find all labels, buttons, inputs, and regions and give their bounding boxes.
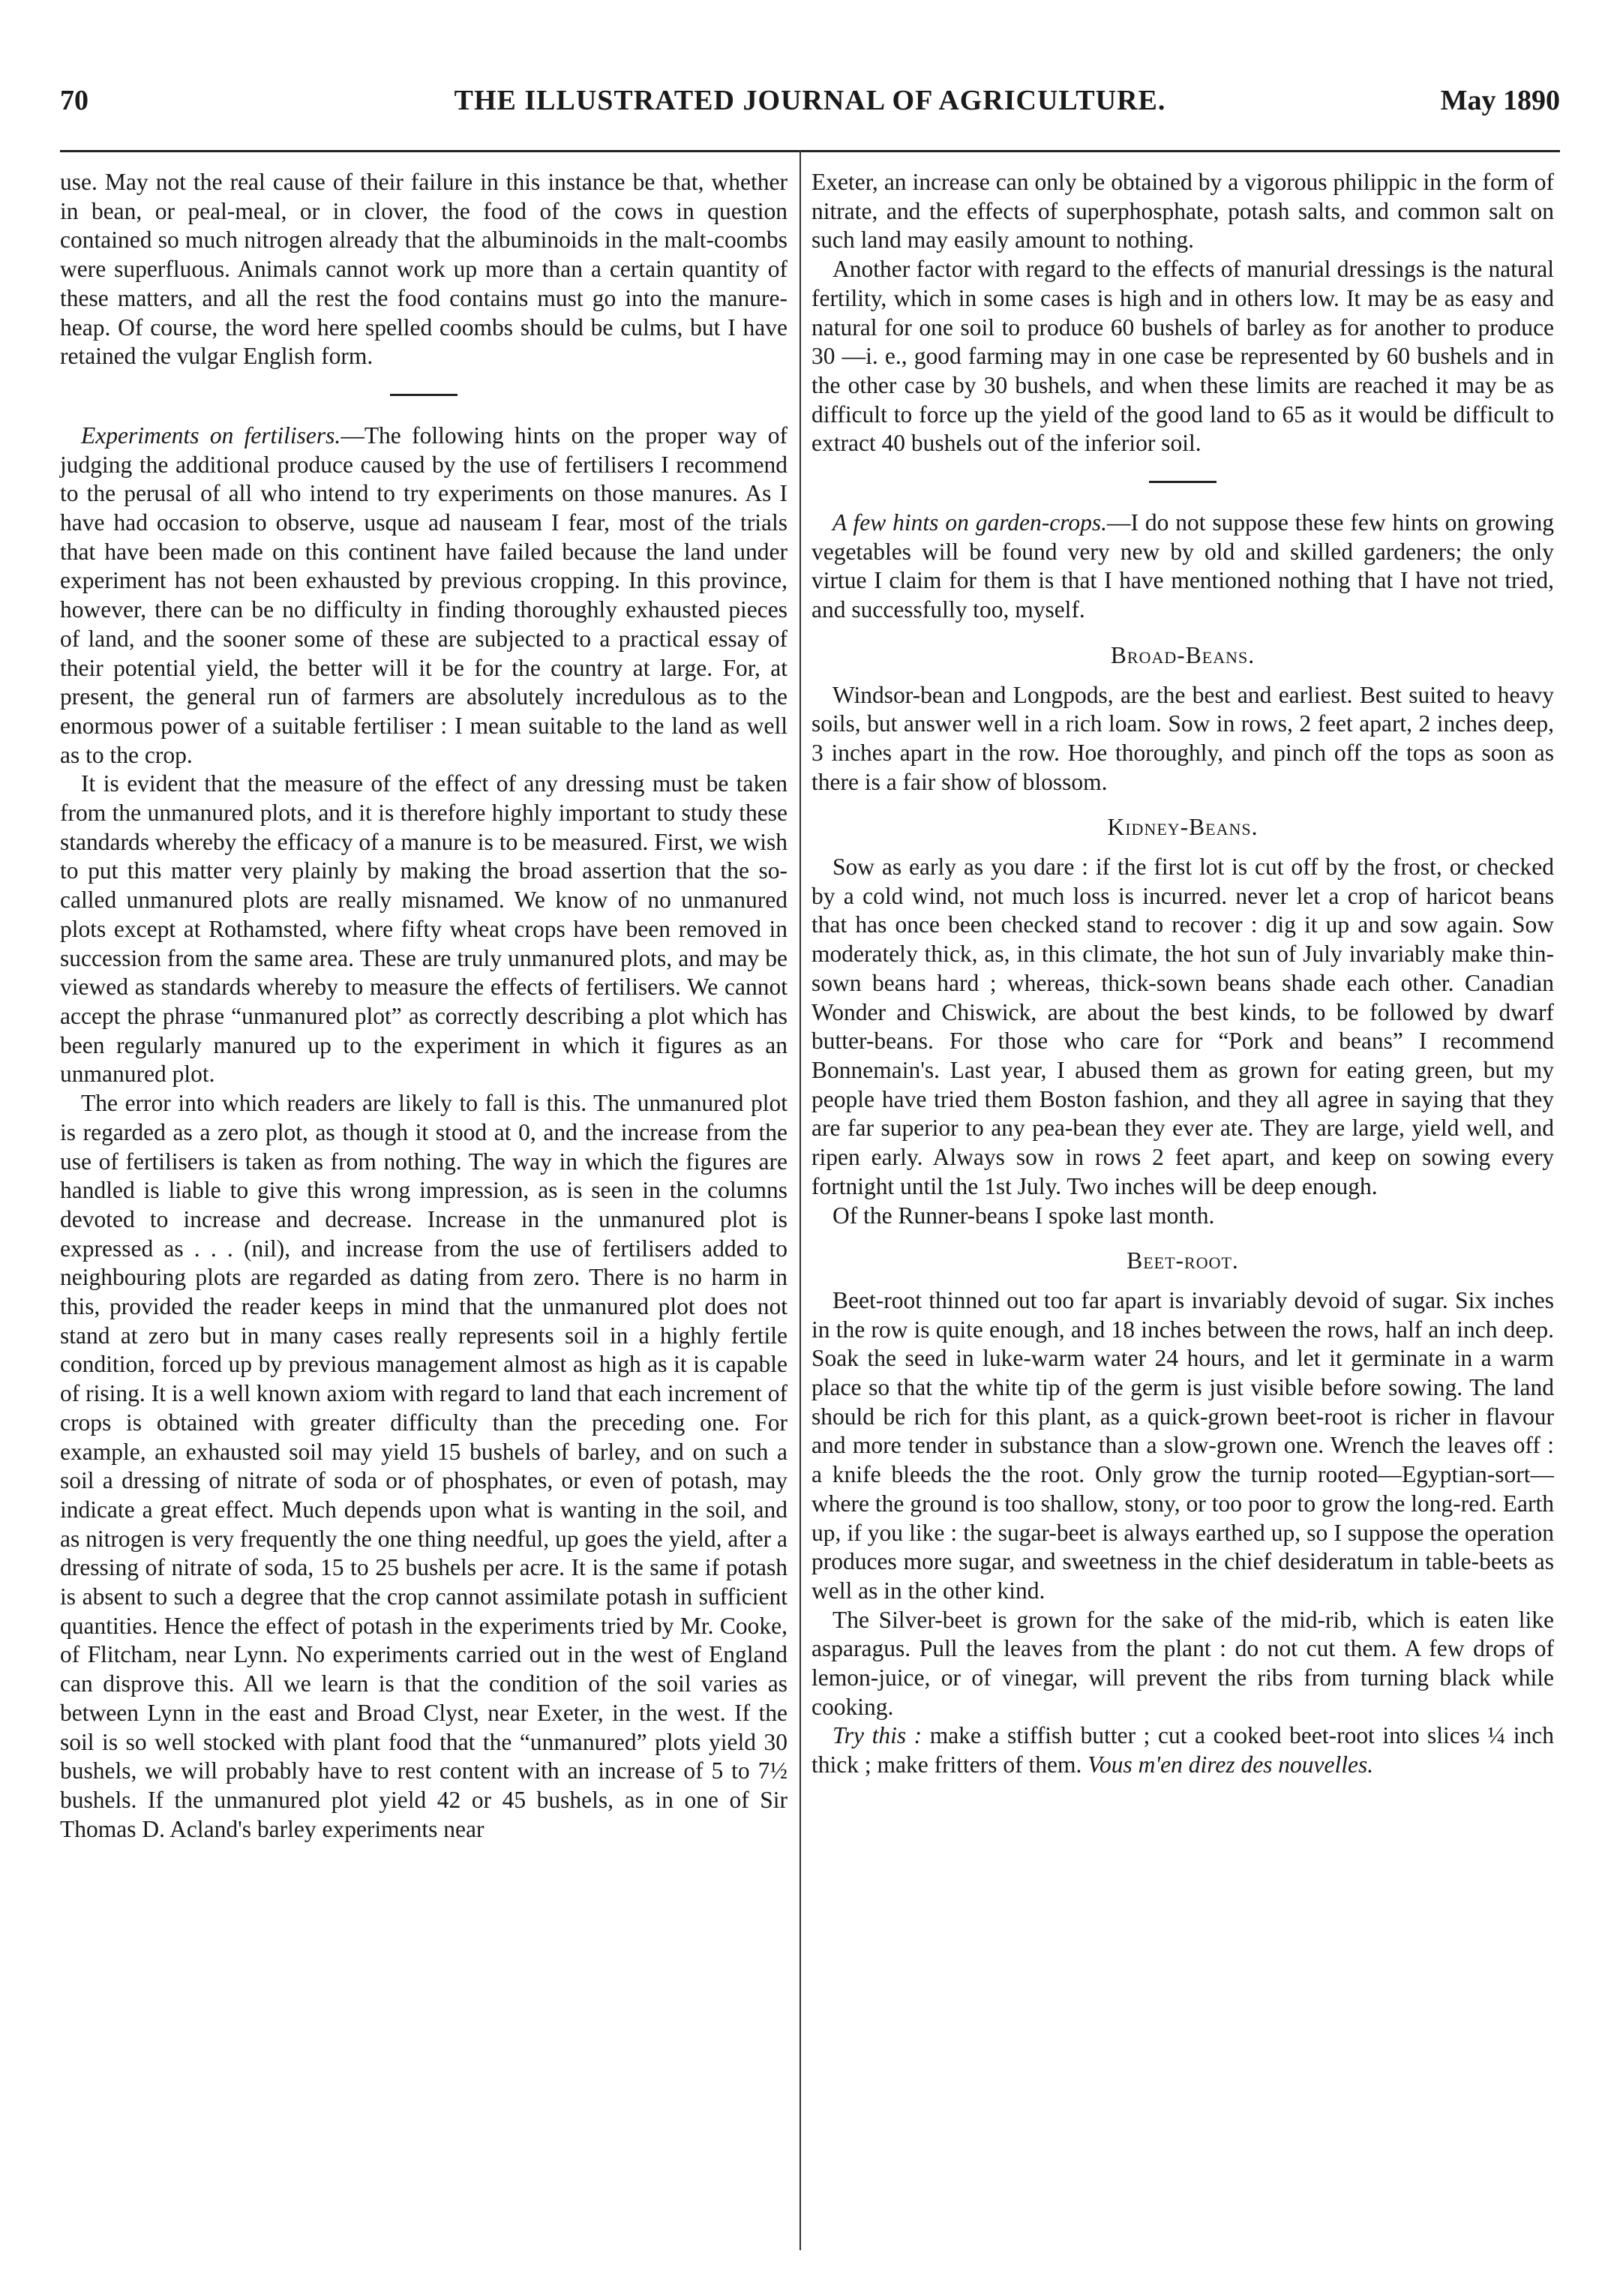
page-number: 70: [60, 85, 88, 116]
heading-kidney-beans: Kidney-Beans.: [1107, 814, 1258, 841]
header-rule: [60, 150, 1560, 152]
heading-beet-root: Beet-root.: [1126, 1247, 1239, 1274]
section-title-experiments: Experiments on fertilisers.: [81, 422, 341, 449]
section-separator: [1149, 481, 1216, 483]
paragraph: The Silver-beet is grown for the sake of the mid-rib, which is eaten like asparagus. Pull the leaves from the plant : do not cut them. A few drops of lemon-juice, or of vinegar, will prevent the ribs from turning black while cooking.: [812, 1606, 1554, 1720]
paragraph: Beet-root thinned out too far apart is invariably devoid of sugar. Six inches in the row is quite enough, and 18 inches between the rows, half an inch deep. Soak the seed in luke-warm water 24 hours, and let it germinate in a warm place so that the white tip of the germ is just visible before sowing. The land should be rich for this plant, as a quick-grown beet-root is richer in flavour and more tender in substance than a slow-grown one. Wrench the leaves off : a knife bleeds the the root. Only grow the turnip rooted—Egyptian-sort—where the ground is too shallow, stony, or too poor to grow the long-red. Earth up, if you like : the sugar-beet is always earthed up, so I suppose the operation produces more sugar, and sweetness in the chief desideratum in table-beets as well as in the other kind.: [812, 1286, 1554, 1604]
paragraph: The error into which readers are likely to fall is this. The unmanured plot is regarded as a zero plot, as though it stood at 0, and the increase from the use of fertilisers is taken as from nothing. The way in which the figures are handled is liable to give this wrong impression, as is seen in the columns devoted to increase and decrease. Increase in the unmanured plot is expressed as . . . (nil), and increase from the use of fertilisers added to neighbouring plots are regarded as dating from zero. There is no harm in this, provided the reader keeps in mind that the unmanured plot does not stand at zero but in many cases really represents soil in a highly fertile condition, forced up by previous management almost as high as it is capable of rising. It is a well known axiom with regard to land that each increment of crops is obtained with greater difficulty than the preceding one. For example, an exhausted soil may yield 15 bushels of barley, and on such a soil a dressing of nitrate of soda or of phosphates, or even of potash, may indicate a great effect. Much depends upon what is wanting in the soil, and as nitrogen is very frequently the one thing needful, up goes the yield, after a dressing of nitrate of soda, 15 to 25 bushels per acre. It is the same if potash is absent to such a degree that the crop cannot assimilate potash in sufficient quantities. Hence the effect of potash in the experiments tried by Mr. Cooke, of Flitcham, near Lynn. No experiments carried out in the west of England can disprove this. All we learn is that the condition of the soil varies as between Lynn in the east and Broad Clyst, near Exeter, in the west. If the soil is so well stocked with plant food that the “unmanured” plots yield 30 bushels, we will probably have to rest content with an increase of 5 to 7½ bushels. If the unmanured plot yield 42 or 45 bushels, as in one of Sir Thomas D. Acland's barley experiments near: [60, 1090, 788, 1842]
try-this-label: Try this :: [832, 1722, 922, 1749]
paragraph: Sow as early as you dare : if the first lot is cut off by the frost, or checked by a cold wind, not much loss is incurred. never let a crop of haricot beans that has once been checked stand to recover : dig it up and sow again. Sow moderately thick, as, in this climate, the hot sun of July invariably make thin-sown beans hard ; whereas, thick-sown beans shade each other. Canadian Wonder and Chiswick, are about the best kinds, to be followed by dwarf butter-beans. For those who care for “Pork and beans” I recommend Bonnemain's. Last year, I abused them as grown for eating green, but my people have tried them Boston fashion, and they all agree in saying that they are far superior to any pea-bean they ever ate. They are large, yield well, and ripen early. Always sow in rows 2 feet apart, and keep on sowing every fortnight until the 1st July. Two inches will be deep enough.: [812, 854, 1554, 1199]
heading-broad-beans: Broad-Beans.: [1110, 641, 1256, 668]
paragraph: Another factor with regard to the effects of manurial dressings is the natural fertility, which in some cases is high and in others low. It may be as easy and natural for one soil to produce 60 bushels of barley as for another to produce 30 —i. e., good farming may in one case be represented by 60 bushels and in the other case by 30 bushels, and when these limits are reached it may be as difficult to force up the yield of the good land to 65 as it would be difficult to extract 40 bushels out of the inferior soil.: [812, 256, 1554, 457]
paragraph-experiments: [60, 422, 788, 770]
paragraph: Windsor-bean and Longpods, are the best and earliest. Best suited to heavy soils, but answer well in a rich loam. Sow in rows, 2 feet apart, 2 inches deep, 3 inches apart in the row. Hoe thoroughly, and pinch off the tops as soon as there is a fair show of blossom.: [812, 681, 1554, 795]
closing-phrase: Vous m'en direz des nouvelles.: [1082, 1751, 1374, 1778]
paragraph-garden: [812, 509, 1554, 625]
issue-date: May 1890: [1440, 85, 1560, 116]
left-column: [60, 168, 788, 1844]
column-divider: [800, 150, 801, 2250]
paragraph-text: make a stiffish butter ; cut a cooked beet-root into slices ¼ inch thick ; make fritters of them.: [812, 1722, 1554, 1778]
paragraph: Of the Runner-beans I spoke last month.: [832, 1202, 1215, 1229]
paragraph-try-this: [812, 1721, 1554, 1779]
section-separator: [390, 394, 458, 396]
paragraph: Exeter, an increase can only be obtained by a vigorous philippic in the form of nitrate, and the effects of superphosphate, potash salts, and common salt on such land may easily amount to nothing.: [812, 169, 1554, 254]
paragraph-text: —I do not suppose these few hints on growing vegetables will be found very new by old and skilled gardeners; the only virtue I claim for them is that I have mentioned nothing that I have not tried, and successfully too, myself.: [812, 509, 1554, 623]
paragraph-text: —The following hints on the proper way of judging the additional produce caused by the use of fertilisers I recommend to the perusal of all who intend to try experiments on those manures. As I have had occasion to observe, usque ad nauseam I fear, most of the trials that have been made on this continent have failed because the land under experiment has not been exhausted by previous cropping. In this province, however, there can be no difficulty in finding thoroughly exhausted pieces of land, and the sooner some of these are subjected to a practical essay of their potential yield, the better will it be for the country at large. For, at present, the general run of farmers are absolutely incredulous as to the enormous power of a suitable fertiliser : I mean suitable to the land as well as to the crop.: [60, 422, 788, 768]
paragraph: It is evident that the measure of the effect of any dressing must be taken from the unmanured plots, and it is therefore highly important to study these standards whereby the efficacy of a manure is to be measured. First, we wish to put this matter very plainly by making the broad assertion that the so-called unmanured plots are really misnamed. We know of no unmanured plots except at Rothamsted, where fifty wheat crops have been removed in succession from the same area. These are truly unmanured plots, and may be viewed as standards whereby to measure the effects of fertilisers. We cannot accept the phrase “unmanured plot” as correctly describing a plot which has been regularly manured up to the experiment in which it figures as an unmanured plot.: [60, 770, 788, 1088]
right-column: [812, 168, 1554, 1780]
running-header: [60, 84, 1560, 129]
journal-title: THE ILLUSTRATED JOURNAL OF AGRICULTURE.: [454, 85, 1166, 116]
paragraph: use. May not the real cause of their failure in this instance be that, whether in bean, or peal-meal, or in clover, the food of the cows in question contained so much nitrogen already that the albuminoids in the malt-coombs were superfluous. Animals cannot work up more than a certain quantity of these matters, and all the rest the food contains must go into the manure-heap. Of course, the word here spelled coombs should be culms, but I have retained the vulgar English form.: [60, 169, 788, 370]
section-title-garden: A few hints on garden-crops.: [832, 509, 1107, 536]
